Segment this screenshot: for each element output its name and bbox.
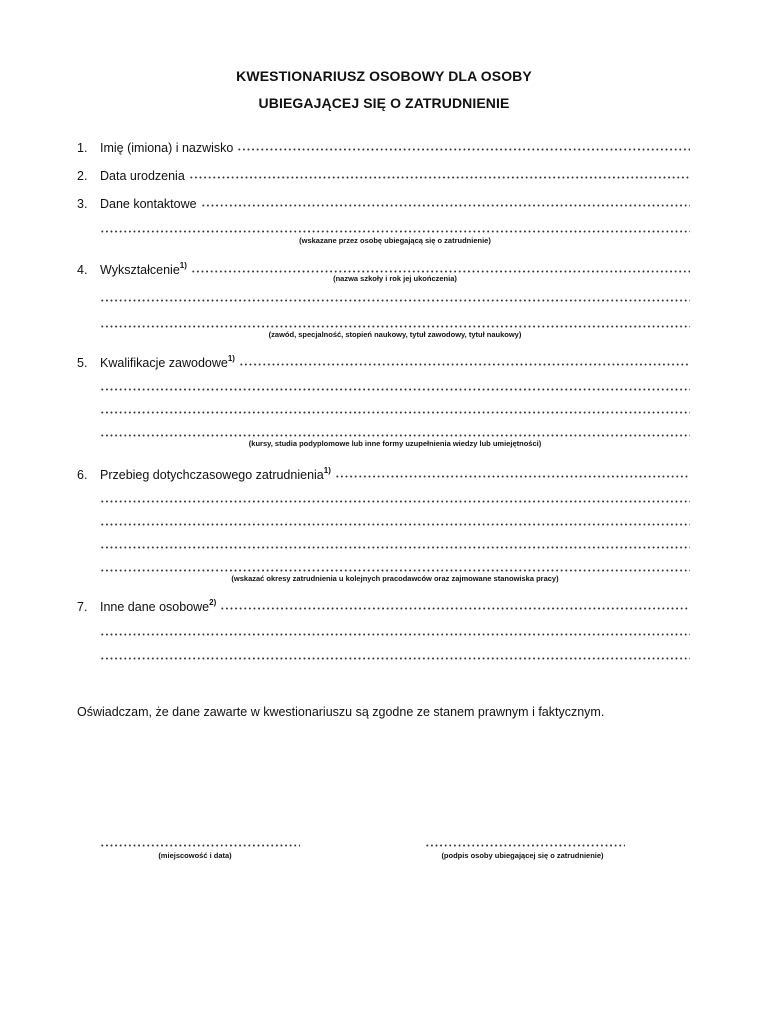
field-employment-history[interactable] bbox=[77, 464, 690, 482]
field-label: Data urodzenia bbox=[100, 169, 185, 183]
fill-line[interactable] bbox=[201, 204, 690, 207]
field-number: 7. bbox=[77, 600, 88, 614]
field-label: Przebieg dotychczasowego zatrudnienia$^{1)}$ bbox=[100, 466, 331, 482]
fill-line[interactable] bbox=[100, 657, 690, 660]
field-number: 6. bbox=[77, 468, 88, 482]
fill-line[interactable] bbox=[100, 230, 690, 233]
place-date-label: (miejscowość i data) bbox=[158, 851, 232, 860]
field-name[interactable] bbox=[77, 137, 690, 155]
fill-line[interactable] bbox=[100, 325, 690, 328]
employment-hint: (wskazać okresy zatrudnienia u kolejnych pracodawców oraz zajmowane stanowiska pracy) bbox=[231, 574, 559, 583]
field-label: Imię (imiona) i nazwisko bbox=[100, 141, 234, 155]
qualifications-hint: (kursy, studia podyplomowe lub inne formy uzupełnienia wiedzy lub umiejętności) bbox=[248, 439, 542, 448]
field-label: Inne dane osobowe$^{2)}$ bbox=[100, 598, 217, 614]
other-data-continuation[interactable] bbox=[77, 646, 690, 664]
fill-line[interactable] bbox=[100, 434, 690, 437]
form-title-line-1: KWESTIONARIUSZ OSOBOWY DLA OSOBY bbox=[236, 68, 532, 84]
fill-line[interactable] bbox=[189, 176, 690, 179]
fill-line[interactable] bbox=[239, 363, 690, 366]
education-hint-2: (zawód, specjalność, stopień naukowy, tytuł zawodowy, tytuł naukowy) bbox=[268, 330, 522, 339]
place-date-line[interactable] bbox=[100, 844, 300, 847]
field-qualifications[interactable] bbox=[77, 352, 690, 370]
field-contact[interactable] bbox=[77, 193, 690, 211]
footnote-marker: 1) bbox=[323, 466, 331, 475]
education-continuation[interactable] bbox=[77, 288, 690, 306]
signature-line[interactable] bbox=[425, 844, 625, 847]
form-title-line-2: UBIEGAJĄCEJ SIĘ O ZATRUDNIENIE bbox=[258, 95, 510, 111]
signature-label: (podpis osoby ubiegającej się o zatrudnienie) bbox=[441, 851, 604, 860]
field-label: Wykształcenie$^{1)}$ bbox=[100, 261, 187, 277]
field-label: Dane kontaktowe bbox=[100, 197, 197, 211]
fill-line[interactable] bbox=[100, 299, 690, 302]
contact-hint: (wskazane przez osobę ubiegającą się o zatrudnienie) bbox=[299, 236, 491, 245]
fill-line[interactable] bbox=[100, 569, 690, 572]
field-label: Kwalifikacje zawodowe$^{1)}$ bbox=[100, 354, 235, 370]
fill-line[interactable] bbox=[191, 270, 690, 273]
employment-continuation[interactable] bbox=[77, 512, 690, 530]
fill-line[interactable] bbox=[335, 475, 690, 478]
fill-line[interactable] bbox=[100, 523, 690, 526]
fill-line[interactable] bbox=[100, 388, 690, 391]
field-number: 4. bbox=[77, 263, 88, 277]
field-number: 3. bbox=[77, 197, 88, 211]
qualifications-continuation[interactable] bbox=[77, 400, 690, 418]
footnote-marker: 1) bbox=[227, 354, 235, 363]
fill-line[interactable] bbox=[100, 500, 690, 503]
footnote-marker: 2) bbox=[209, 598, 217, 607]
field-other-personal-data[interactable] bbox=[77, 596, 690, 614]
employment-continuation[interactable] bbox=[77, 489, 690, 507]
education-hint: (nazwa szkoły i rok jej ukończenia) bbox=[333, 274, 457, 283]
fill-line[interactable] bbox=[237, 148, 690, 151]
field-birth-date[interactable] bbox=[77, 165, 690, 183]
fill-line[interactable] bbox=[220, 607, 690, 610]
field-number: 2. bbox=[77, 169, 88, 183]
qualifications-continuation[interactable] bbox=[77, 377, 690, 395]
declaration-statement: Oświadczam, że dane zawarte w kwestionariuszu są zgodne ze stanem prawnym i faktycznym. bbox=[77, 705, 605, 719]
fill-line[interactable] bbox=[100, 633, 690, 636]
other-data-continuation[interactable] bbox=[77, 622, 690, 640]
fill-line[interactable] bbox=[100, 546, 690, 549]
employment-continuation[interactable] bbox=[77, 535, 690, 553]
field-number: 1. bbox=[77, 141, 88, 155]
fill-line[interactable] bbox=[100, 411, 690, 414]
contact-continuation[interactable] bbox=[77, 219, 690, 237]
footnote-marker: 1) bbox=[179, 261, 187, 270]
field-number: 5. bbox=[77, 356, 88, 370]
